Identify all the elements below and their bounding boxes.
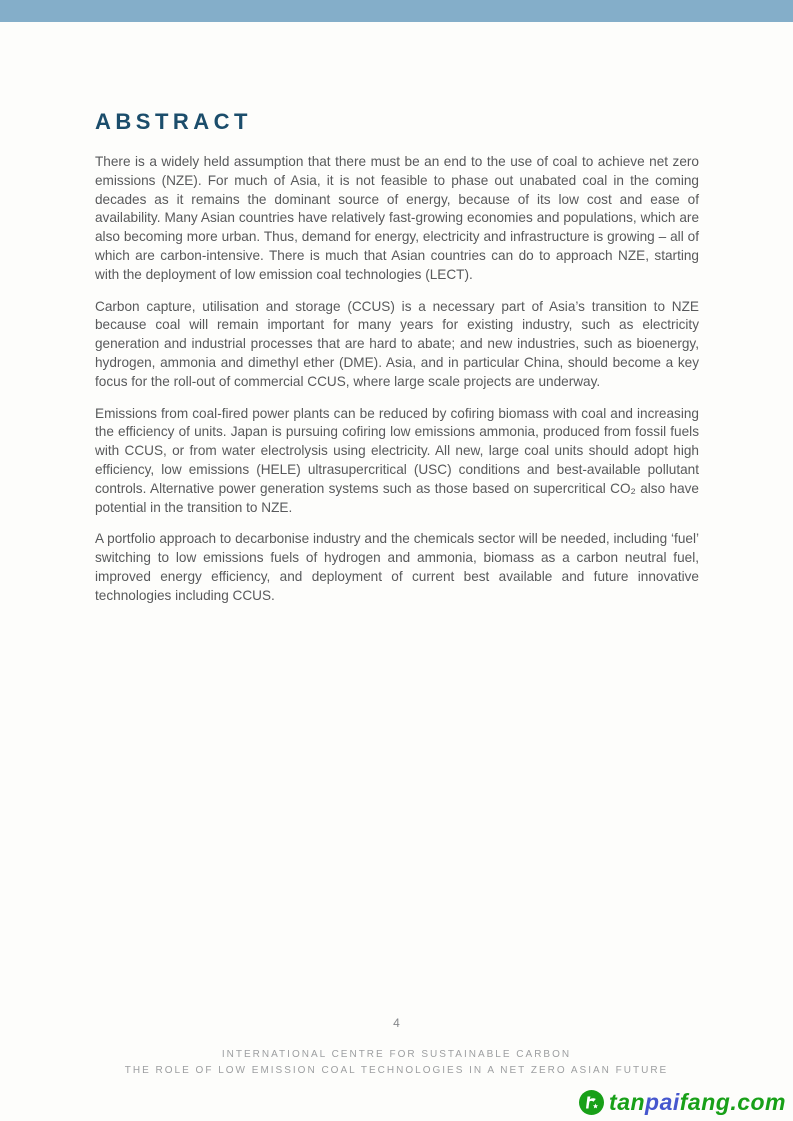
abstract-paragraph-3: Emissions from coal-fired power plants can be reduced by cofiring biomass with coal and increasing the efficiency of units. Japan is pursuing cofiring low emissions ammonia, produced from fossil fuels with CCUS, or from water electrolysis using electricity. All new, large coal units should adopt high efficiency, low emissions (HELE) ultrasupercritical (USC) conditions and best-available pollutant controls. Alternative power generation systems such as those based on supercritical CO₂ also have potential in the transition to NZE. xyxy=(95,405,699,515)
abstract-paragraph-1: There is a widely held assumption that there must be an end to the use of coal to achieve net zero emissions (NZE). For much of Asia, it is not feasible to phase out unabated coal in the coming decades as it remains the dominant source of energy, because of its low cost and ease of availability. Many Asian countries have relatively fast-growing economies and populations, which are also becoming more urban. Thus, demand for energy, electricity and infrastructure is growing – all of which are carbon-intensive. There is much that Asian countries can do to approach NZE, starting with the deployment of low emission coal technologies (LECT). xyxy=(95,154,699,282)
watermark-logo[interactable] xyxy=(579,1089,786,1116)
watermark-text xyxy=(609,1089,786,1116)
watermark-text-fang: fang.com xyxy=(679,1089,786,1115)
abstract-body xyxy=(95,153,699,619)
footer-organisation: INTERNATIONAL CENTRE FOR SUSTAINABLE CARBON xyxy=(221,1049,572,1060)
abstract-paragraph-2: Carbon capture, utilisation and storage (CCUS) is a necessary part of Asia’s transition to NZE because coal will remain important for many years for existing industry, such as electricity generation and industrial processes that are hard to abate; and new industries, such as bioenergy, hydrogen, ammonia and dimethyl ether (DME). Asia, and in particular China, should become a key focus for the roll-out of commercial CCUS, where large scale projects are underway. xyxy=(95,298,699,389)
abstract-heading: ABSTRACT xyxy=(95,109,252,134)
abstract-paragraph-4: A portfolio approach to decarbonise industry and the chemicals sector will be needed, including ‘fuel’ switching to low emissions fuels of hydrogen and ammonia, biomass as a carbon neutral fuel, improved energy efficiency, and deployment of current best available and future innovative technologies including CCUS. xyxy=(95,531,699,603)
page-header-bar xyxy=(0,0,793,22)
footer-report-title: THE ROLE OF LOW EMISSION COAL TECHNOLOGIES IN A NET ZERO ASIAN FUTURE xyxy=(124,1065,669,1076)
page-number: 4 xyxy=(393,1016,400,1030)
tanpaifang-logo-icon xyxy=(579,1090,604,1115)
watermark-text-pai: pai xyxy=(645,1089,680,1115)
page-footer xyxy=(0,1047,793,1079)
watermark-text-tan: tan xyxy=(609,1089,646,1115)
